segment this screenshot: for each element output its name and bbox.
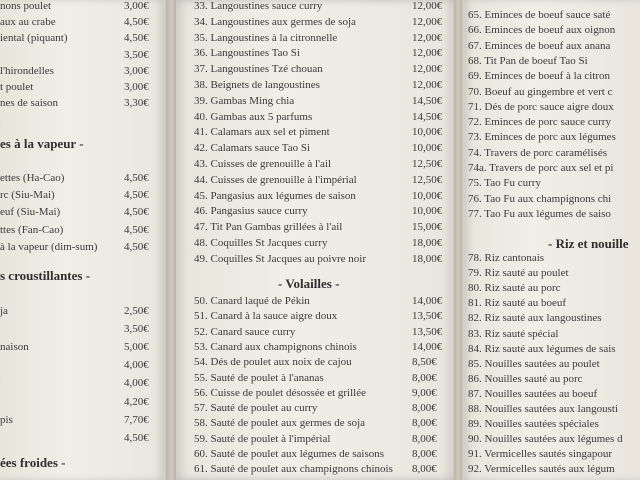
menu-item-name: 70. Boeuf au gingembre et vert c <box>468 85 613 98</box>
menu-item-name: euf (Siu-Mai) <box>0 206 61 219</box>
menu-item-name: 59. Sauté de poulet à l'impérial <box>194 432 331 445</box>
menu-item-price: 8,00€ <box>412 417 437 430</box>
menu-item-price: 2,50€ <box>124 305 149 317</box>
menu-item-price: 12,50€ <box>412 173 443 186</box>
menu-item-name: ttes (Fan-Cao) <box>0 223 64 236</box>
menu-item-name: 86. Nouilles sauté au porc <box>468 372 583 385</box>
page-fold <box>166 0 176 480</box>
menu-item-name: 71. Dés de porc sauce aigre doux <box>468 100 614 113</box>
menu-item-name: 84. Riz sauté aux légumes de sais <box>468 342 616 355</box>
menu-item-price: 8,50€ <box>412 356 437 369</box>
menu-item-name: 69. Eminces de boeuf à la citron <box>468 70 611 83</box>
menu-item-name: 54. Dés de poulet aux noix de cajou <box>194 356 352 369</box>
menu-item-name: 46. Pangasius sauce curry <box>194 205 308 218</box>
menu-item-name: 82. Riz sauté aux langoustines <box>468 312 602 325</box>
menu-item-name: 74. Travers de porc caramélisés <box>468 146 607 159</box>
menu-item-name: 49. Coquilles St Jacques au poivre noir <box>194 252 367 265</box>
menu-item-price: 3,50€ <box>124 48 149 61</box>
menu-item-name: à la vapeur (dim-sum) <box>0 240 98 253</box>
menu-item-name: 38. Beignets de langoustines <box>194 79 320 91</box>
menu-item-price: 4,00€ <box>124 377 149 390</box>
menu-item-price: 8,00€ <box>412 448 437 460</box>
menu-item-price: 18,00€ <box>412 237 443 249</box>
page-fold <box>454 0 462 480</box>
menu-item-price: 4,50€ <box>124 172 149 184</box>
section-heading: - Riz et nouille <box>548 236 629 251</box>
menu-item-price: 5,00€ <box>124 341 149 354</box>
section-heading: ées froides - <box>0 455 66 470</box>
menu-item-price: 9,00€ <box>412 386 437 399</box>
menu-item-name: nons poulet <box>0 0 52 12</box>
menu-item-name: 53. Canard aux champignons chinois <box>194 340 357 353</box>
menu-item-name: rc (Siu-Mai) <box>0 189 55 202</box>
menu-item-price: 7,70€ <box>124 413 149 426</box>
menu-item-price: 3,50€ <box>124 323 149 336</box>
menu-item-name: 56. Cuisse de poulet désossée et grillée <box>194 386 366 399</box>
menu-item-name: ettes (Ha-Cao) <box>0 172 65 184</box>
menu-item-price: 4,50€ <box>124 16 149 29</box>
menu-item-name: 89. Nouilles sautées spéciales <box>468 418 599 431</box>
menu-item-name: pis <box>0 413 13 426</box>
menu-item-price: 10,00€ <box>412 205 443 218</box>
menu-item-price: 12,00€ <box>412 79 443 91</box>
menu-item-price: 15,00€ <box>412 221 443 234</box>
menu-item-name: 34. Langoustines aux germes de soja <box>194 15 356 28</box>
menu-item-name: 87. Nouilles sautées au boeuf <box>468 387 598 400</box>
menu-item-name: 81. Riz sauté au boeuf <box>468 297 567 310</box>
menu-item-name: 33. Langoustines sauce curry <box>194 0 323 12</box>
menu-item-name: 40. Gambas aux 5 parfums <box>194 110 313 123</box>
menu-item-price: 8,00€ <box>412 432 437 445</box>
menu-item-name: 58. Sauté de poulet aux germes de soja <box>194 417 366 430</box>
menu-item-name: 50. Canard laqué de Pékin <box>194 295 310 307</box>
menu-item-price: 3,30€ <box>124 97 149 110</box>
menu-item-name: t poulet <box>0 81 34 93</box>
menu-item-price: 12,00€ <box>412 47 443 60</box>
menu-item-name: 66. Eminces de boeuf aux oignon <box>468 24 616 37</box>
left-menu-page <box>0 0 166 480</box>
menu-item-name: 72. Eminces de porc sauce curry <box>468 116 611 129</box>
menu-item-price: 14,50€ <box>412 94 443 107</box>
menu-item-price: 12,00€ <box>412 0 443 12</box>
menu-item-name: 90. Nouilles sautées aux légumes d <box>468 433 623 446</box>
menu-item-price: 8,00€ <box>412 371 437 384</box>
menu-item-name: 65. Eminces de boeuf sauce saté <box>468 9 611 21</box>
menu-item-name: 77. Tao Fu aux légumes de saiso <box>468 207 611 220</box>
menu-item-price: 8,00€ <box>412 402 437 415</box>
menu-item-price: 3,00€ <box>124 81 149 93</box>
menu-item-price: 8,00€ <box>412 463 437 476</box>
menu-item-name: 83. Riz sauté spécial <box>468 327 559 340</box>
menu-item-name: 79. Riz sauté au poulet <box>468 267 569 280</box>
menu-item-price: 10,00€ <box>412 126 443 139</box>
menu-item-name: 74a. Travers de porc aux sel et pi <box>468 162 614 174</box>
menu-item-name: 73. Eminces de porc aux légumes <box>468 131 616 144</box>
menu-item-price: 4,50€ <box>124 431 149 444</box>
menu-item-name: ja <box>0 305 8 317</box>
menu-item-price: 12,00€ <box>412 63 443 76</box>
menu-item-name: 37. Langoustines Tzé chouan <box>194 63 323 76</box>
menu-item-name: 43. Cuisses de grenouille à l'ail <box>194 158 332 170</box>
menu-item-name: 57. Sauté de poulet au curry <box>194 402 318 415</box>
menu-item-name: iental (piquant) <box>0 32 68 45</box>
menu-item-name: 51. Canard à la sauce aigre doux <box>194 310 338 323</box>
menu-item-name: 76. Tao Fu aux champignons chi <box>468 192 612 205</box>
menu-item-price: 4,00€ <box>124 359 149 372</box>
menu-item-name: naison <box>0 341 29 354</box>
menu-item-price: 10,00€ <box>412 142 443 155</box>
menu-item-name: 48. Coquilles St Jacques curry <box>194 237 328 249</box>
menu-item-price: 12,50€ <box>412 158 443 170</box>
menu-item-name: 44. Cuisses de grenouille à l'impérial <box>194 173 357 186</box>
menu-item-price: 14,50€ <box>412 110 443 123</box>
center-menu-page <box>176 0 454 480</box>
menu-item-name: 61. Sauté de poulet aux champignons chinois <box>194 463 393 476</box>
menu-item-name: 92. Vermicelles sautés aux légum <box>468 463 615 476</box>
menu-item-name: 52. Canard sauce curry <box>194 325 296 338</box>
section-heading: s croustillantes - <box>0 268 91 283</box>
menu-item-name: 91. Vermicelles sautés singapour <box>468 448 612 461</box>
menu-item-price: 13,50€ <box>412 325 443 338</box>
menu-item-price: 18,00€ <box>412 252 443 265</box>
menu-item-price: 12,00€ <box>412 31 443 44</box>
menu-item-price: 13,50€ <box>412 310 443 323</box>
menu-item-price: 14,00€ <box>412 295 443 307</box>
right-menu-page <box>462 0 640 480</box>
menu-item-name: aux au crabe <box>0 16 56 29</box>
menu-item-price: 4,50€ <box>124 240 149 253</box>
menu-item-name: 88. Nouilles sautées aux langousti <box>468 403 619 415</box>
menu-item-name: l'hirondelles <box>0 64 54 77</box>
menu-item-price: 4,50€ <box>124 189 149 202</box>
menu-item-price: 12,00€ <box>412 15 443 28</box>
menu-item-name: 39. Gambas Ming chia <box>194 94 295 107</box>
menu-item-price: 10,00€ <box>412 189 443 202</box>
menu-item-name: 67. Eminces de boeuf aux anana <box>468 39 611 52</box>
menu-item-name: 35. Langoustines à la citronnelle <box>194 31 338 44</box>
menu-item-name: 60. Sauté de poulet aux légumes de saisons <box>194 448 385 460</box>
menu-item-name: 41. Calamars aux sel et piment <box>194 126 330 139</box>
menu-item-price: 3,00€ <box>124 64 149 77</box>
menu-item-name: 85. Nouilles sautées au poulet <box>468 357 600 370</box>
menu-item-name: 45. Pangasius aux légumes de saison <box>194 189 356 202</box>
menu-item-price: 14,00€ <box>412 340 443 353</box>
menu-item-name: 80. Riz sauté au porc <box>468 282 561 295</box>
menu-item-name: 55. Sauté de poulet à l'ananas <box>194 371 324 384</box>
section-heading: es à la vapeur - <box>0 136 84 151</box>
menu-item-name: 36. Langoustines Tao Si <box>194 47 300 60</box>
menu-item-price: 4,50€ <box>124 32 149 45</box>
menu-item-price: 4,50€ <box>124 206 149 219</box>
menu-item-name: 47. Tit Pan Gambas grillées à l'ail <box>194 221 343 234</box>
menu-item-name: 42. Calamars sauce Tao Si <box>194 142 311 155</box>
menu-item-price: 4,50€ <box>124 223 149 236</box>
menu-item-name: 78. Riz cantonais <box>468 252 545 264</box>
section-heading: - Volailles - <box>278 276 340 291</box>
menu-item-name: 75. Tao Fu curry <box>468 177 541 190</box>
menu-item-name: nes de saison <box>0 97 59 110</box>
menu-item-name: 68. Tit Pan de boeuf Tao Si <box>468 54 588 67</box>
menu-item-price: 4,20€ <box>124 395 149 408</box>
menu-item-price: 3,00€ <box>124 0 149 12</box>
